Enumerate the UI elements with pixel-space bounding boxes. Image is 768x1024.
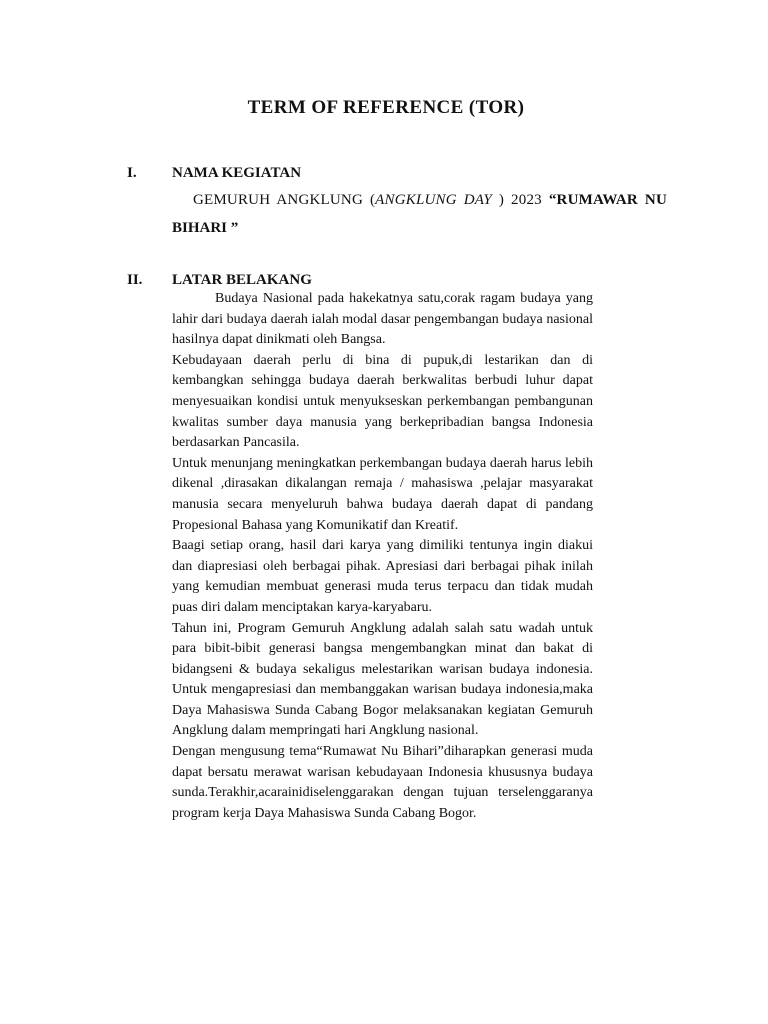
section-1-number: I. <box>127 165 137 181</box>
section-2-heading: LATAR BELAKANG <box>172 272 312 288</box>
event-theme-start: “RUMAWAR NU <box>548 192 667 208</box>
section-2-number: II. <box>127 272 143 288</box>
paragraph: Baagi setiap orang, hasil dari karya yang dimiliki tentunya ingin diakui dan diapresiasi oleh berbagai pihak. Apresiasi dari berbagai pihak inilah yang kemudian membuat generasi muda terus terpacu dan tidak mudah puas diri dalam menciptakan karya-karyabaru. <box>172 538 593 615</box>
event-theme-end: BIHARI ” <box>172 220 239 236</box>
document-title: TERM OF REFERENCE (TOR) <box>247 97 525 118</box>
paragraph: Kebudayaan daerah perlu di bina di pupuk,di lestarikan dan di kembangkan sehingga budaya daerah berkwalitas berbudi luhur dapat menyesuaikan kondisi untuk menyukseskan perkembangan pembangunan kwalitas sumber daya manusia yang berkepribadian bangsa Indonesia berdasarkan Pancasila. <box>172 352 593 451</box>
paragraph: Dengan mengusung tema“Rumawat Nu Bihari”diharapkan generasi muda dapat bersatu merawat warisan kebudayaan Indonesia khususnya budaya sunda.Terakhir,acarainidiselenggarakan dengan tujuan terselenggaranya program kerja Daya Mahasiswa Sunda Cabang Bogor. <box>172 744 593 821</box>
paragraph: Untuk menunjang meningkatkan perkembangan budaya daerah harus lebih dikenal ,dirasakan dikalangan remaja / mahasiswa ,pelajar masyarakat manusia secara menyeluruh bahwa budaya daerah dapat di pandang Propesional Bahasa yang Komunikatif dan Kreatif. <box>172 455 593 533</box>
paragraph: Budaya Nasional pada hakekatnya satu,corak ragam budaya yang lahir dari budaya daerah ialah modal dasar pengembangan budaya nasional hasilnya dapat dinikmati oleh Bangsa. <box>172 291 593 348</box>
paragraph: Tahun ini, Program Gemuruh Angklung adalah salah satu wadah untuk para bibit-bibit generasi bangsa mengembangkan minat dan bakat di bidangseni & budaya sekaligus melestarikan warisan budaya indonesia. Untuk mengapresiasi dan membanggakan warisan budaya indonesia,maka Daya Mahasiswa Sunda Cabang Bogor melaksanakan kegiatan Gemuruh Angklung dalam mempringati hari Angklung nasional. <box>172 620 593 739</box>
event-name-text: GEMURUH ANGKLUNG ( <box>193 192 376 208</box>
event-year: ) 2023 <box>491 192 549 208</box>
event-name-line <box>193 192 667 209</box>
background-body <box>172 289 593 824</box>
section-1-heading: NAMA KEGIATAN <box>172 165 302 181</box>
event-name-italic: ANGKLUNG DAY <box>375 192 492 208</box>
